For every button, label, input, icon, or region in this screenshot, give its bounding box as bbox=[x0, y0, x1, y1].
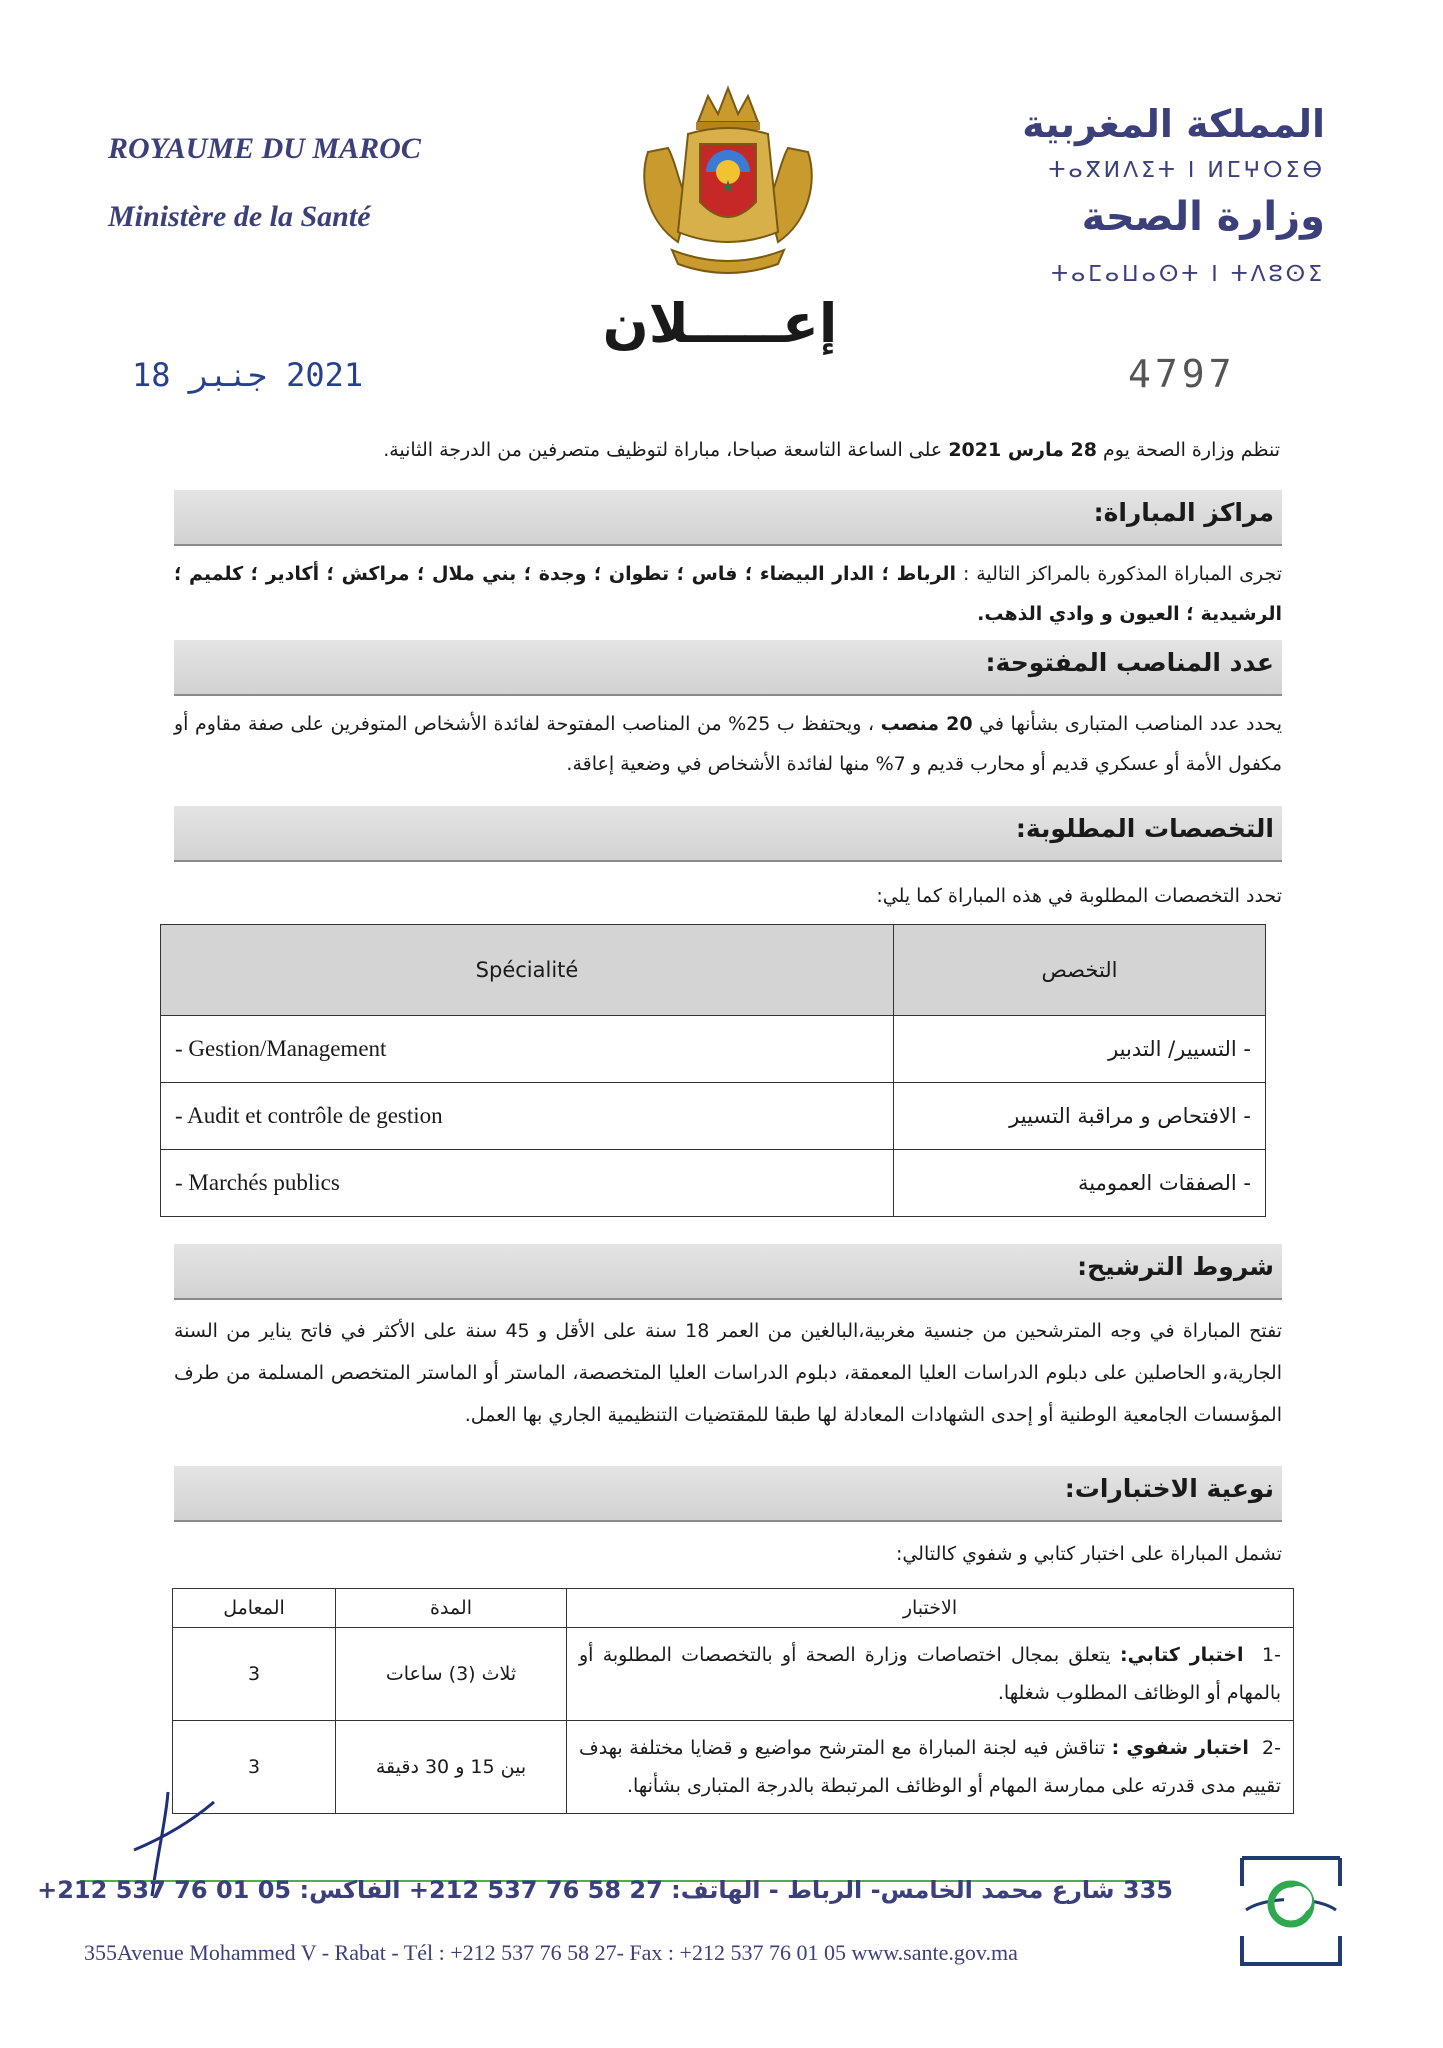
col-duration: المدة bbox=[336, 1589, 567, 1628]
header-ar-kingdom: المملكة المغربية bbox=[1022, 102, 1325, 146]
section-tests-header: نوعية الاختبارات: bbox=[174, 1466, 1282, 1522]
posts-count: 20 منصب bbox=[880, 713, 973, 735]
header-tifinagh-kingdom: ⵜⴰⴳⵍⴷⵉⵜ ⵏ ⵍⵎⵖⵔⵉⴱ bbox=[1048, 158, 1325, 183]
col-coefficient: المعامل bbox=[173, 1589, 336, 1628]
specialty-ar: - الصفقات العمومية bbox=[894, 1150, 1266, 1217]
centers-paragraph bbox=[174, 554, 1282, 634]
section-conditions-header: شروط الترشيح: bbox=[174, 1244, 1282, 1300]
test-desc: تناقش فيه لجنة المباراة مع المترشح مواضيع و قضايا مختلفة بهدف تقييم مدى قدرته على ممارسة المهام أو الوظائف المرتبطة بالدرجة المتبارى بشأنها. bbox=[579, 1737, 1281, 1797]
test-duration: ثلاث (3) ساعات bbox=[336, 1628, 567, 1721]
coat-of-arms-emblem bbox=[628, 82, 828, 282]
centers-list: الرباط ؛ الدار البيضاء ؛ فاس ؛ تطوان ؛ وجدة ؛ بني ملال ؛ مراكش ؛ أكادير ؛ كلميم ؛ الرشيدية ؛ العيون و وادي الذهب. bbox=[174, 563, 1282, 625]
header-ar-ministry: وزارة الصحة bbox=[1081, 194, 1325, 240]
footer-ar-address: 335 شارع محمد الخامس- الرباط - الهاتف: 27 58 76 537 212+ الفاكس: 05 01 76 537 212+ bbox=[37, 1876, 1173, 1904]
table-row bbox=[161, 1150, 1266, 1217]
centers-lead: تجرى المباراة المذكورة بالمراكز التالية : bbox=[956, 563, 1282, 585]
table-row bbox=[161, 1016, 1266, 1083]
specialty-fr: - Audit et contrôle de gestion bbox=[161, 1083, 894, 1150]
header-fr-kingdom: ROYAUME DU MAROC bbox=[108, 132, 421, 165]
table-row bbox=[173, 1628, 1294, 1721]
test-coefficient: 3 bbox=[173, 1721, 336, 1814]
col-test: الاختبار bbox=[567, 1589, 1294, 1628]
conditions-paragraph: تفتح المباراة في وجه المترشحين من جنسية مغربية،البالغين من العمر 18 سنة على الأقل و 45 سنة على الأكثر في فاتح يناير من السنة الجارية،و الحاصلين على دبلوم الدراسات العليا المعمقة، دبلوم الدراسات العليا المتخصصة، الماستر أو الماستر المتخصص المسلمة من طرف المؤسسات الجامعية الوطنية أو إحدى الشهادات المعادلة لها طبقا للمقتضيات التنظيمية الجاري بها العمل. bbox=[174, 1320, 1282, 1426]
footer-fr-address: 355Avenue Mohammed V - Rabat - Tél : +212 537 76 58 27- Fax : +212 537 76 01 05 www.sante.gov.ma bbox=[84, 1940, 1018, 1965]
table-row bbox=[173, 1721, 1294, 1814]
col-takhassus: التخصص bbox=[894, 925, 1266, 1016]
reference-number: 4797 bbox=[1128, 352, 1236, 396]
header-fr-ministry: Ministère de la Santé bbox=[108, 200, 371, 233]
specialty-ar: - الافتحاص و مراقبة التسيير bbox=[894, 1083, 1266, 1150]
specialty-fr: - Gestion/Management bbox=[161, 1016, 894, 1083]
section-specialties-header: التخصصات المطلوبة: bbox=[174, 806, 1282, 862]
section-centers-header: مراكز المباراة: bbox=[174, 490, 1282, 546]
intro-paragraph bbox=[160, 430, 1280, 470]
intro-text-end: على الساعة التاسعة صباحا، مباراة لتوظيف متصرفين من الدرجة الثانية. bbox=[383, 439, 949, 461]
date-stamp: 2021 جنبر 18 bbox=[132, 356, 364, 394]
test-description bbox=[567, 1628, 1294, 1721]
ministry-logo bbox=[1236, 1852, 1346, 1970]
tests-lead: تشمل المباراة على اختبار كتابي و شفوي كالتالي: bbox=[895, 1543, 1282, 1565]
specialty-ar: - التسيير/ التدبير bbox=[894, 1016, 1266, 1083]
test-coefficient: 3 bbox=[173, 1628, 336, 1721]
tests-table bbox=[172, 1588, 1294, 1814]
table-row bbox=[161, 1083, 1266, 1150]
posts-text-start: يحدد عدد المناصب المتبارى بشأنها في bbox=[972, 713, 1282, 735]
specialties-lead: تحدد التخصصات المطلوبة في هذه المباراة كما يلي: bbox=[876, 885, 1282, 907]
specialties-table-header bbox=[161, 925, 1266, 1016]
page-title: إعـــــلان bbox=[602, 292, 838, 355]
posts-paragraph bbox=[174, 704, 1282, 784]
test-desc: يتعلق بمجال اختصاصات وزارة الصحة أو بالتخصصات المطلوبة أو بالمهام أو الوظائف المطلوب شغلها. bbox=[579, 1644, 1281, 1704]
intro-text-start: تنظم وزارة الصحة يوم bbox=[1096, 439, 1280, 461]
specialty-fr: - Marchés publics bbox=[161, 1150, 894, 1217]
tests-table-header bbox=[173, 1589, 1294, 1628]
col-specialite: Spécialité bbox=[161, 925, 894, 1016]
test-number: -1 bbox=[1262, 1644, 1281, 1666]
section-posts-header: عدد المناصب المفتوحة: bbox=[174, 640, 1282, 696]
specialties-table bbox=[160, 924, 1266, 1217]
test-number: -2 bbox=[1262, 1737, 1281, 1759]
test-name: اختبار كتابي: bbox=[1119, 1644, 1244, 1666]
posts-text-end: ، ويحتفظ ب 25% من المناصب المفتوحة لفائدة الأشخاص المتوفرين على صفة مقاوم أو مكفول الأمة أو عسكري قديم أو محارب قديم و 7% منها لفائدة الأشخاص في وضعية إعاقة. bbox=[174, 713, 1282, 775]
header-tifinagh-ministry: ⵜⴰⵎⴰⵡⴰⵙⵜ ⵏ ⵜⴷⵓⵙⵉ bbox=[1051, 262, 1325, 287]
test-description bbox=[567, 1721, 1294, 1814]
test-name: اختبار شفوي : bbox=[1111, 1737, 1249, 1759]
test-duration: بين 15 و 30 دقيقة bbox=[336, 1721, 567, 1814]
intro-date: 28 مارس 2021 bbox=[948, 439, 1097, 461]
